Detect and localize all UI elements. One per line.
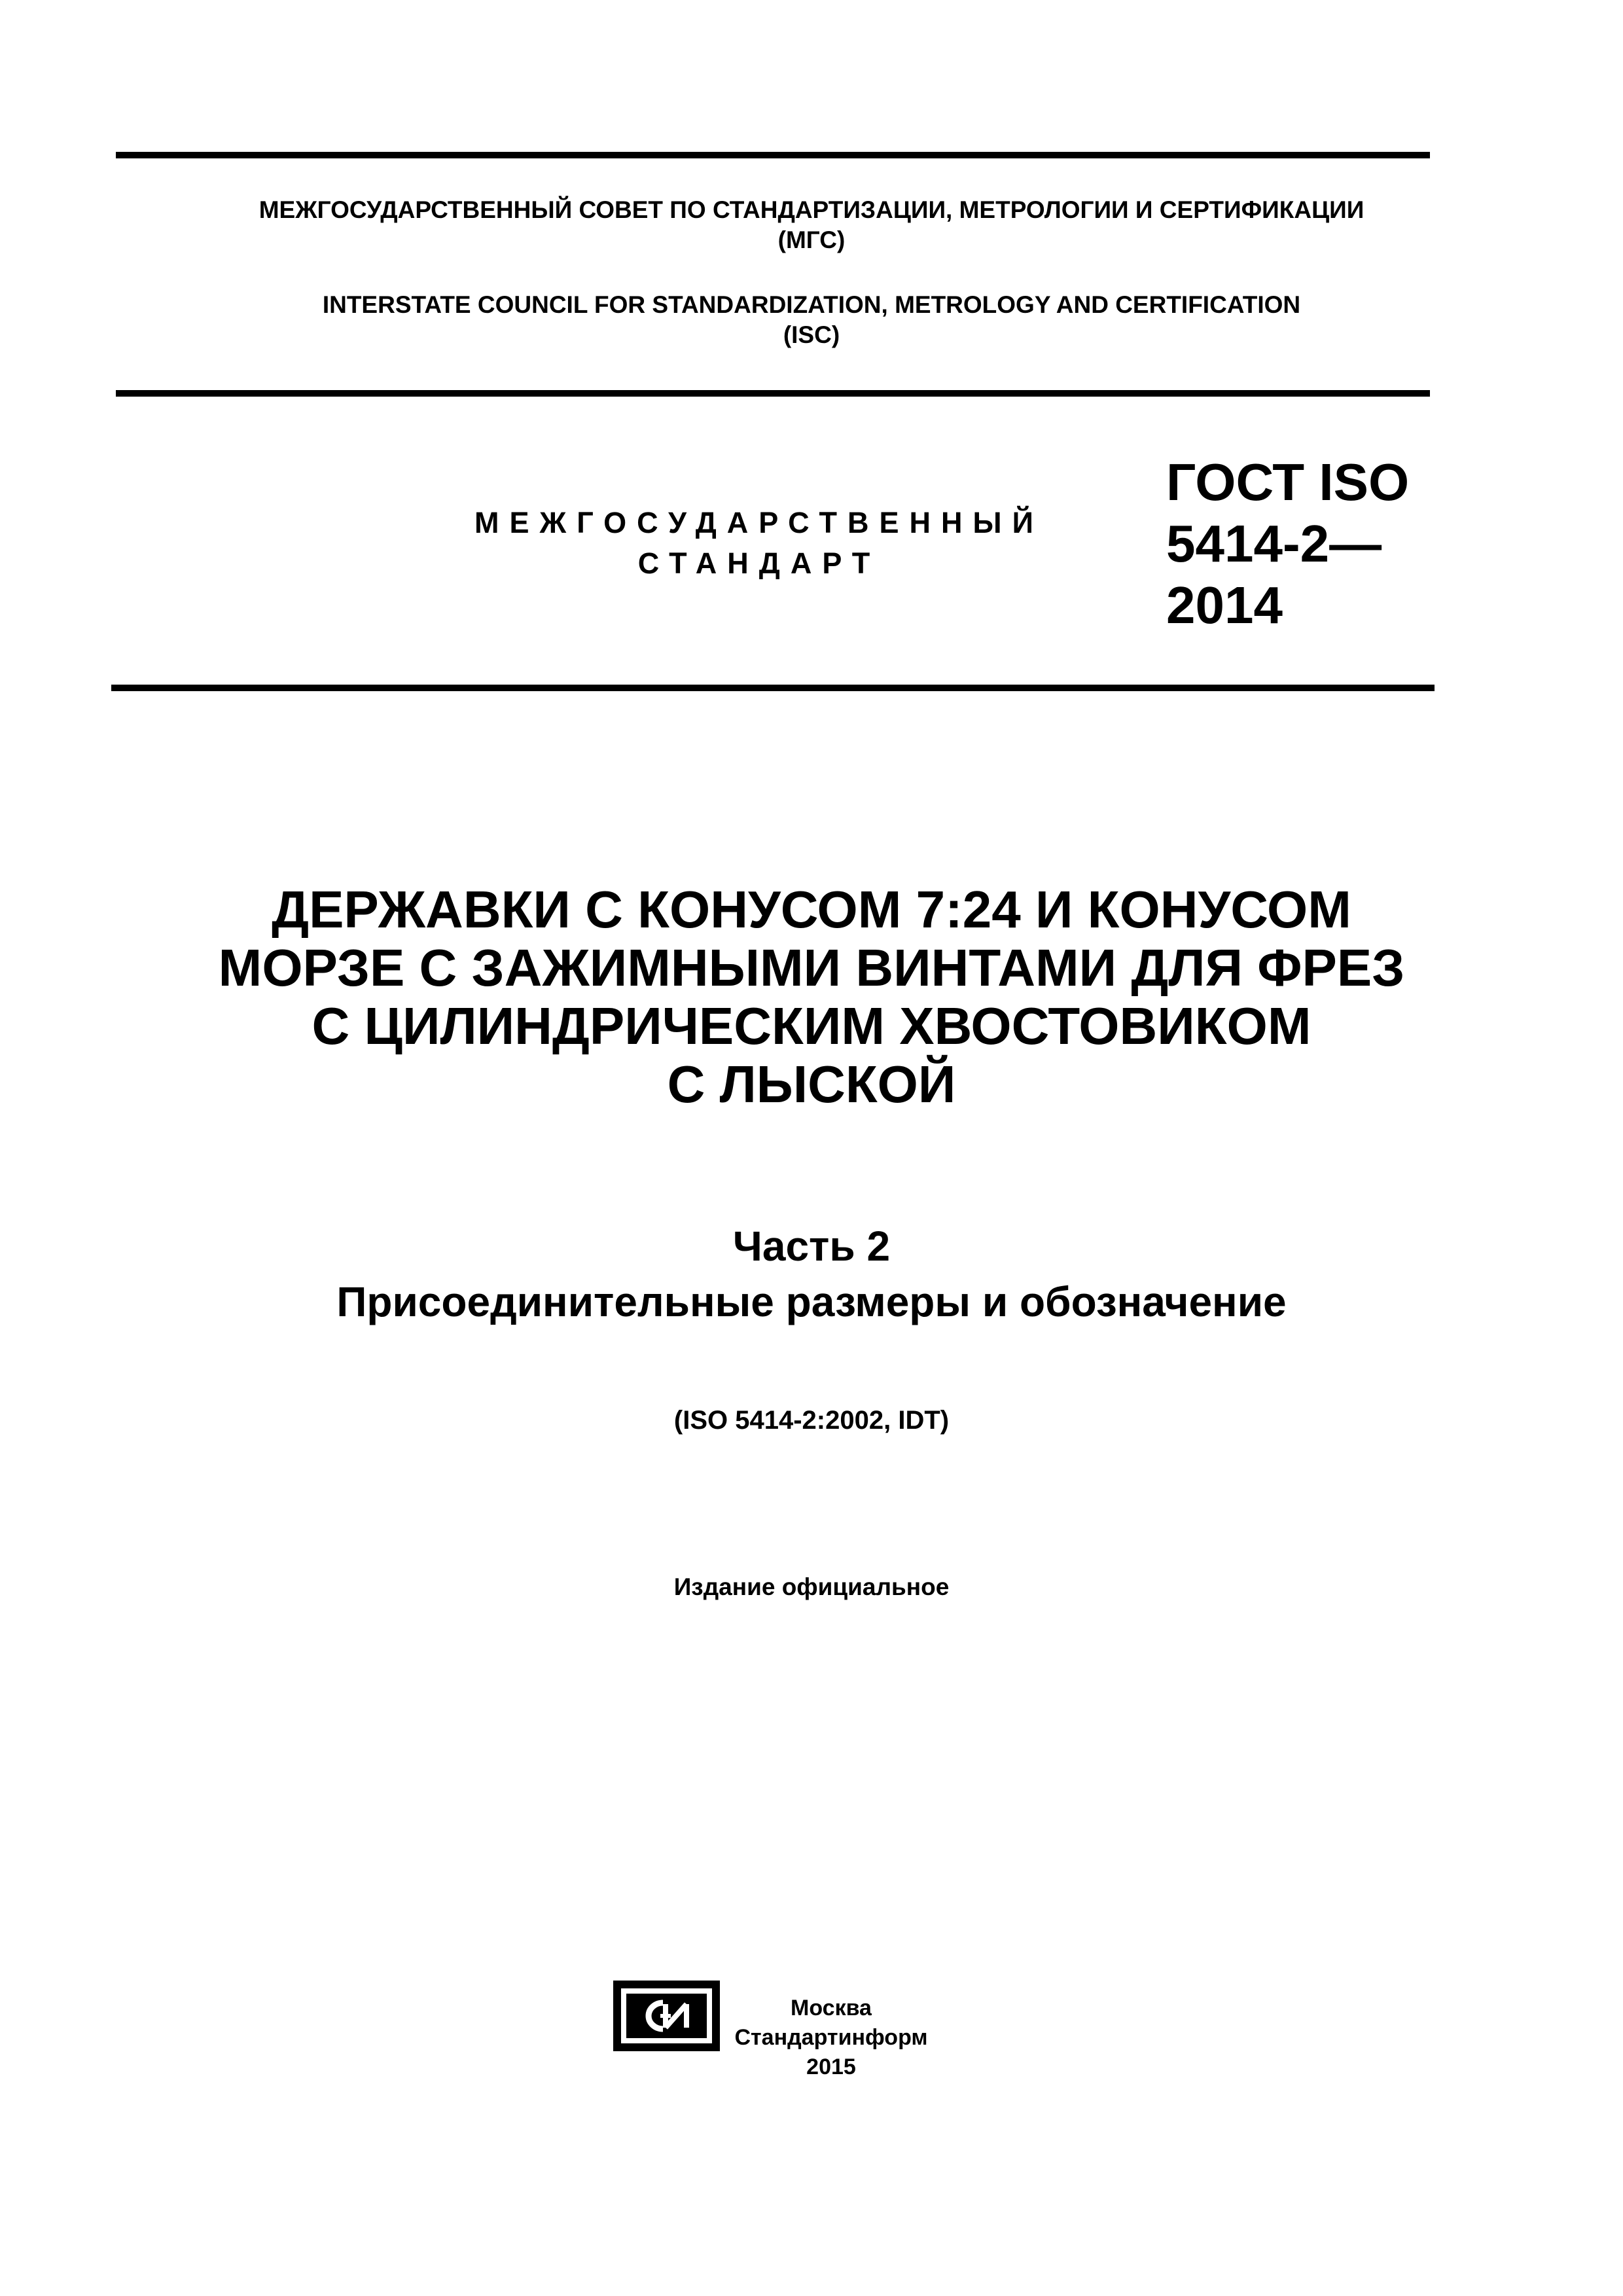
top-rule: [116, 152, 1430, 158]
part-block: [0, 1219, 1623, 1330]
document-title: [0, 880, 1623, 1113]
publisher-city: Москва: [791, 1996, 872, 2020]
title-line: С ЛЫСКОЙ: [667, 1055, 956, 1113]
gost-code-line2: 5414-2—: [1166, 514, 1382, 573]
council-abbr-en: (ISC): [783, 321, 840, 348]
council-abbr-ru: (МГС): [777, 226, 846, 253]
council-name-en: INTERSTATE COUNCIL FOR STANDARDIZATION, METROLOGY AND CERTIFICATION: [322, 291, 1301, 318]
title-line: МОРЗЕ С ЗАЖИМНЫМИ ВИНТАМИ ДЛЯ ФРЕЗ: [218, 939, 1405, 997]
title-line: ДЕРЖАВКИ С КОНУСОМ 7:24 И КОНУСОМ: [272, 880, 1351, 939]
council-name-ru: МЕЖГОСУДАРСТВЕННЫЙ СОВЕТ ПО СТАНДАРТИЗАЦИИ, МЕТРОЛОГИИ И СЕРТИФИКАЦИИ: [259, 196, 1364, 223]
standard-label-line1: МЕЖГОСУДАРСТВЕННЫЙ: [474, 506, 1044, 539]
standard-rule: [111, 685, 1435, 691]
edition-note: Издание официальное: [673, 1573, 950, 1600]
publisher-year: 2015: [806, 2054, 856, 2079]
part-name: Присоединительные размеры и обозначение: [336, 1278, 1287, 1325]
gost-code-line3: 2014: [1166, 576, 1283, 634]
standartinform-logo-icon: [613, 1981, 720, 2051]
iso-reference: (ISO 5414-2:2002, IDT): [673, 1406, 950, 1435]
standard-label-line2: СТАНДАРТ: [637, 547, 881, 580]
part-number: Часть 2: [732, 1223, 891, 1270]
publisher-info: [733, 1994, 929, 2082]
gost-code-line1: ГОСТ ISO: [1166, 453, 1410, 511]
gost-code: [1166, 452, 1409, 636]
title-line: С ЦИЛИНДРИЧЕСКИМ ХВОСТОВИКОМ: [312, 997, 1311, 1055]
council-rule: [116, 390, 1430, 397]
publisher-name: Стандартинформ: [734, 2025, 928, 2050]
